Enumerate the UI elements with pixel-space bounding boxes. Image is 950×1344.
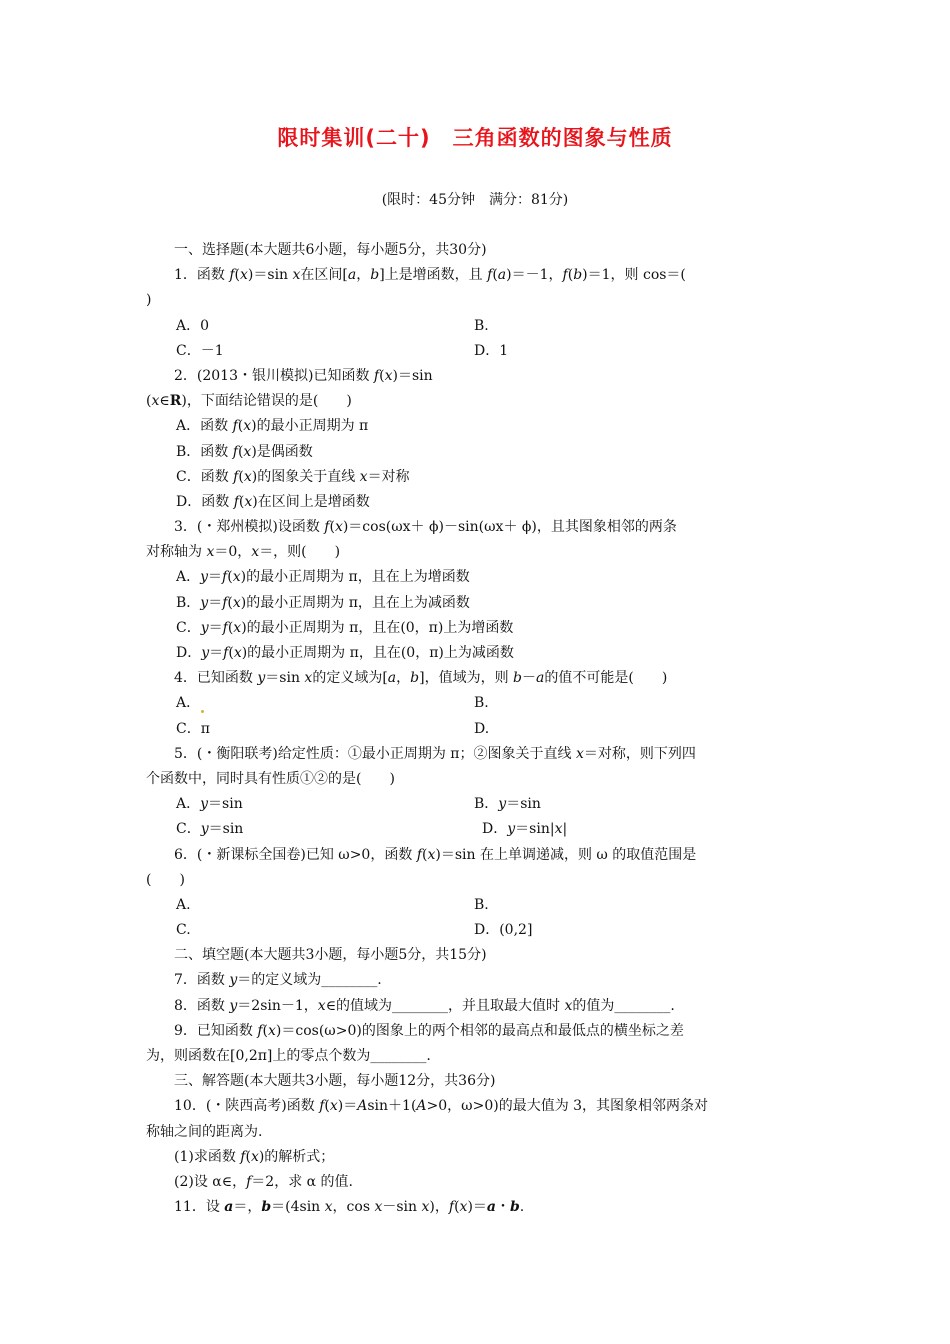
time-score-note: (限时：45分钟 满分：81分) bbox=[381, 192, 569, 208]
section-heading-solve: 三、解答题(本大题共3小题，每小题12分，共36分) bbox=[174, 1073, 496, 1090]
section-heading-choice: 一、选择题(本大题共6小题，每小题5分，共30分) bbox=[174, 242, 487, 258]
question-1-options-cd: C．－1 D．1 bbox=[176, 342, 509, 359]
scan-speck bbox=[201, 710, 204, 713]
question-6-options-ab: A. B. bbox=[176, 896, 489, 913]
question-2-option-b: B．函数 f(x)是偶函数 bbox=[176, 443, 313, 460]
section-heading-fill: 二、填空题(本大题共3小题，每小题5分，共15分) bbox=[174, 947, 487, 964]
question-3-option-a: A．y＝f(x)的最小正周期为 π，且在上为增函数 bbox=[176, 569, 470, 586]
question-11: 11．设 a＝，b＝(4sin x，cos x－sin x)，f(x)＝a・b. bbox=[174, 1199, 525, 1216]
question-8: 8．函数 y＝2sin－1，x∈的值域为________，并且取最大值时 x的值为________. bbox=[174, 997, 675, 1014]
question-1-options-ab: A．0 B. bbox=[176, 317, 489, 334]
question-10-part-1: (1)求函数 f(x)的解析式； bbox=[174, 1148, 335, 1165]
question-2-option-c: C．函数 f(x)的图象关于直线 x＝对称 bbox=[176, 468, 410, 485]
question-6: 6．(・新课标全国卷)已知 ω>0，函数 f(x)＝sin 在上单调递减，则 ω 的取值范围是 bbox=[174, 846, 697, 863]
question-1: 1．函数 f(x)＝sin x在区间[a，b]上是增函数，且 f(a)＝－1，f(b)＝1，则 cos＝( bbox=[174, 267, 686, 284]
question-7: 7．函数 y＝的定义域为________. bbox=[174, 972, 382, 989]
question-2: 2．(2013・银川模拟)已知函数 f(x)＝sin bbox=[174, 367, 433, 384]
question-6-options-cd: C. D．(0,2] bbox=[176, 922, 533, 939]
page-title: 限时集训(二十) 三角函数的图象与性质 bbox=[277, 126, 673, 150]
question-3-cont: 对称轴为 x＝0，x＝，则( ) bbox=[146, 544, 341, 561]
question-3-option-c: C．y＝f(x)的最小正周期为 π，且在(0，π)上为增函数 bbox=[176, 619, 514, 636]
question-2-option-a: A．函数 f(x)的最小正周期为 π bbox=[176, 418, 369, 435]
question-5: 5．(・衡阳联考)给定性质：①最小正周期为 π；②图象关于直线 x＝对称，则下列四 bbox=[174, 745, 696, 762]
question-2-cont: (x∈R)，下面结论错误的是( ) bbox=[146, 393, 352, 410]
question-5-cont: 个函数中，同时具有性质①②的是( ) bbox=[146, 770, 395, 787]
question-9-cont: 为，则函数在[0,2π]上的零点个数为________. bbox=[146, 1048, 431, 1064]
question-9: 9．已知函数 f(x)＝cos(ω>0)的图象上的两个相邻的最高点和最低点的横坐标之差 bbox=[174, 1022, 684, 1039]
question-4-options-cd: C．π D. bbox=[176, 720, 490, 737]
question-3: 3．(・郑州模拟)设函数 f(x)＝cos(ωx＋ ϕ)－sin(ωx＋ ϕ)，且其图象相邻的两条 bbox=[174, 519, 677, 536]
question-10: 10．(・陕西高考)函数 f(x)＝Asin＋1(A>0，ω>0)的最大值为 3，其图象相邻两条对 bbox=[174, 1098, 709, 1115]
question-5-options-ab: A．y＝sin B．y＝sin bbox=[176, 796, 541, 813]
question-1-cont: ) bbox=[146, 292, 152, 309]
document-body bbox=[146, 238, 808, 1220]
question-4-options-ab: A． B. bbox=[176, 695, 489, 712]
question-4: 4．已知函数 y＝sin x的定义域为[a，b]，值域为，则 b－a的值不可能是( ) bbox=[174, 670, 668, 687]
question-2-option-d: D．函数 f(x)在区间上是增函数 bbox=[176, 493, 370, 510]
question-10-cont: 称轴之间的距离为. bbox=[146, 1123, 263, 1140]
question-3-option-d: D．y＝f(x)的最小正周期为 π，且在(0，π)上为减函数 bbox=[176, 645, 514, 661]
question-10-part-2: (2)设 α∈，f＝2，求 α 的值. bbox=[174, 1173, 354, 1190]
question-3-option-b: B．y＝f(x)的最小正周期为 π，且在上为减函数 bbox=[176, 594, 470, 611]
question-5-options-cd: C．y＝sin D．y＝sin|x| bbox=[176, 821, 568, 838]
question-6-cont: ( ) bbox=[146, 871, 185, 888]
